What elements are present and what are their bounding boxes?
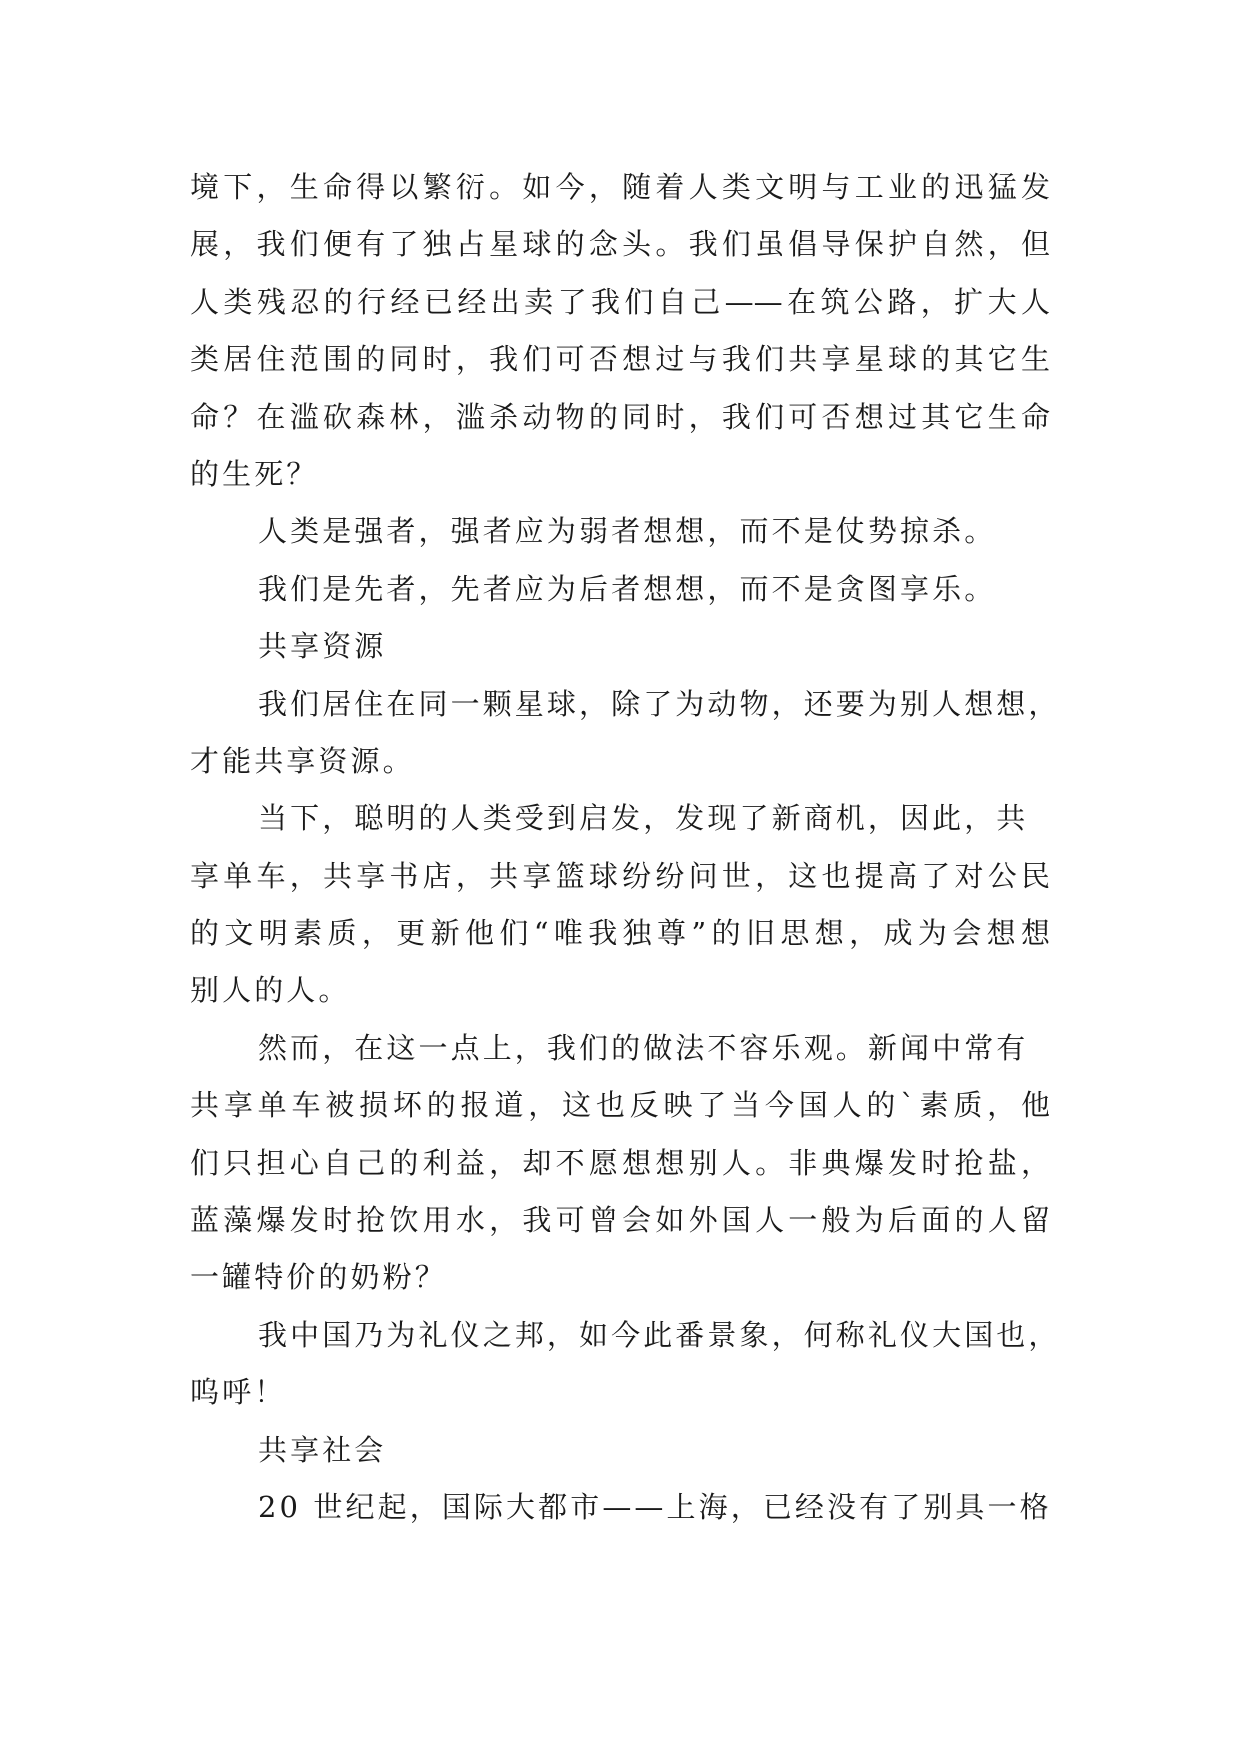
paragraph-line: 当下，聪明的人类受到启发，发现了新商机，因此，共 [258, 801, 1029, 836]
paragraph-line: 展，我们便有了独占星球的念头。我们虽倡导保护自然，但 [190, 227, 1050, 262]
paragraph-line: 蓝藻爆发时抢饮用水，我可曾会如外国人一般为后面的人留 [190, 1203, 1050, 1238]
paragraph-line: 类居住范围的同时，我们可否想过与我们共享星球的其它生 [190, 342, 1050, 377]
paragraph-line: 一罐特价的奶粉？ [190, 1260, 447, 1295]
paragraph-line: 我中国乃为礼仪之邦，如今此番景象，何称礼仪大国也， [258, 1317, 1061, 1352]
paragraph-line: 的生死？ [190, 456, 319, 491]
paragraph-line: 享单车，共享书店，共享篮球纷纷问世，这也提高了对公民 [190, 858, 1050, 893]
paragraph-line: 共享单车被损坏的报道，这也反映了当今国人的`素质，他 [190, 1088, 1050, 1123]
paragraph-line: 然而，在这一点上，我们的做法不容乐观。新闻中常有 [258, 1030, 1029, 1065]
paragraph-line: 别人的人。 [190, 973, 351, 1008]
paragraph-line: 我们居住在同一颗星球，除了为动物，还要为别人想想， [258, 686, 1061, 721]
paragraph-line: 们只担心自己的利益，却不愿想想别人。非典爆发时抢盐， [190, 1145, 1050, 1180]
paragraph-line: 的文明素质，更新他们“唯我独尊”的旧思想，成为会想想 [190, 916, 1050, 951]
section-heading: 共享资源 [258, 629, 387, 664]
essay-body [190, 159, 1061, 1536]
paragraph-line: 命？在滥砍森林，滥杀动物的同时，我们可否想过其它生命 [190, 399, 1050, 434]
paragraph-line: 境下，生命得以繁衍。如今，随着人类文明与工业的迅猛发 [190, 170, 1050, 204]
paragraph-line: 呜呼！ [190, 1375, 287, 1410]
paragraph-line: 人类残忍的行经已经出卖了我们自己——在筑公路，扩大人 [190, 284, 1050, 319]
paragraph-line: 人类是强者，强者应为弱者想想，而不是仗势掠杀。 [258, 514, 997, 549]
paragraph-line: 才能共享资源。 [190, 743, 415, 778]
section-heading: 共享社会 [258, 1432, 387, 1467]
paragraph-line: 我们是先者，先者应为后者想想，而不是贪图享乐。 [258, 571, 997, 606]
paragraph-line: 20 世纪起，国际大都市——上海，已经没有了别具一格 [258, 1489, 1052, 1524]
